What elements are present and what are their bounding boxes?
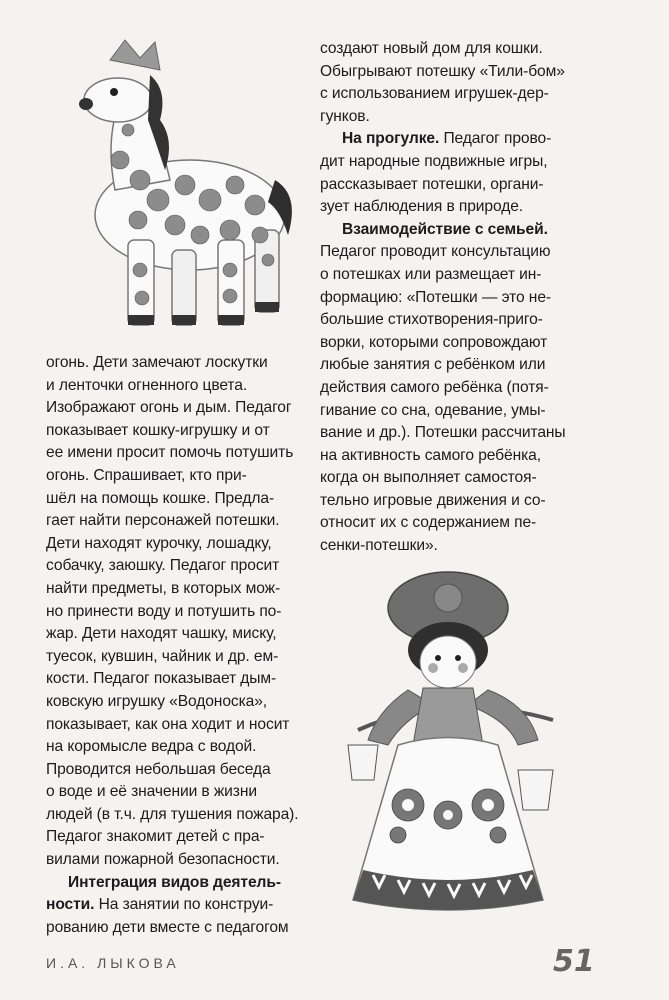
walk-heading: На прогулке. — [342, 130, 440, 148]
integration-line — [46, 894, 318, 917]
text-line: ворки, которыми сопровождают — [320, 333, 548, 351]
text-line: Обыгрывают потешку «Тили-бом» — [320, 62, 565, 80]
walk-paragraph-first-line — [320, 128, 620, 151]
family-heading: Взаимодействие с семьей. — [342, 220, 548, 238]
text-line: показывает кошку-игрушку и от — [46, 421, 270, 439]
text-line: о воде и её значении в жизни — [46, 783, 257, 801]
text-line: гунков. — [320, 107, 370, 125]
text-line: гивание со сна, одевание, умы- — [320, 401, 546, 419]
integration-heading-end: ности. — [46, 896, 95, 914]
text-line: Педагог знакомит детей с пра- — [46, 828, 265, 846]
text-line: о потешках или размещает ин- — [320, 265, 542, 283]
text-line: Педагог проводит консультацию — [320, 243, 551, 261]
text-line: формацию: «Потешки — это не- — [320, 288, 551, 306]
text-line: гает найти персонажей потешки. — [46, 512, 280, 530]
text-line: кости. Педагог показывает дым- — [46, 670, 277, 688]
text-line: туесок, кувшин, чайник и др. ем- — [46, 647, 279, 665]
text-line: большие стихотворения-приго- — [320, 311, 543, 329]
text-line: создают новый дом для кошки. — [320, 40, 543, 57]
text-line: Дети находят курочку, лошадку, — [46, 534, 272, 552]
text-line: шёл на помощь кошке. Предла- — [46, 489, 275, 507]
left-text-column — [46, 352, 318, 939]
text-line: сенки-потешки». — [320, 537, 438, 555]
text-line: но принести воду и потушить по- — [46, 602, 282, 620]
text-line: относит их с содержанием пе- — [320, 514, 537, 532]
author-name: И.А. ЛЫКОВА — [46, 955, 180, 971]
integration-heading: Интеграция видов деятель- — [68, 873, 281, 891]
text-line: Проводится небольшая беседа — [46, 760, 271, 778]
right-text-column — [320, 38, 620, 558]
text-line: дит народные подвижные игры, — [320, 152, 548, 170]
dymkovo-horse-illustration — [50, 30, 300, 340]
text-line: вилами пожарной безопасности. — [46, 851, 280, 869]
text-line: зует наблюдения в природе. — [320, 198, 524, 216]
text-line: ковскую игрушку «Водоноска», — [46, 692, 268, 710]
text-line: на коромысле ведра с водой. — [46, 738, 257, 756]
text-fragment: Педагог прово- — [439, 130, 552, 148]
page-number: 51 — [553, 944, 595, 979]
text-line: огонь. Дети замечают лоскутки — [46, 354, 268, 371]
text-line: на активность самого ребёнка, — [320, 446, 541, 464]
text-line: Изображают огонь и дым. Педагог — [46, 399, 292, 417]
text-line: с использованием игрушек-дер- — [320, 85, 549, 103]
text-line: рованию дети вместе с педагогом — [46, 918, 289, 936]
text-line: жар. Дети находят чашку, миску, — [46, 625, 277, 643]
text-line: собачку, заюшку. Педагог просит — [46, 557, 280, 575]
text-line: рассказывает потешки, органи- — [320, 175, 544, 193]
text-line: огонь. Спрашивает, кто при- — [46, 466, 247, 484]
text-line: ее имени просит помочь потушить — [46, 444, 294, 462]
text-line: вание и др.). Потешки рассчитаны — [320, 424, 566, 442]
text-line: найти предметы, в которых мож- — [46, 579, 281, 597]
text-line: показывает, как она ходит и носит — [46, 715, 290, 733]
text-line: людей (в т.ч. для тушения пожара). — [46, 805, 299, 823]
text-line: любые занятия с ребёнком или — [320, 356, 546, 374]
text-line: когда он выполняет самостоя- — [320, 469, 537, 487]
text-line: и ленточки огненного цвета. — [46, 376, 248, 394]
text-line: тельно игровые движения и со- — [320, 491, 546, 509]
text-line: действия самого ребёнка (потя- — [320, 378, 549, 396]
text-fragment: На занятии по конструи- — [94, 896, 274, 914]
dymkovo-doll-illustration — [338, 570, 568, 925]
